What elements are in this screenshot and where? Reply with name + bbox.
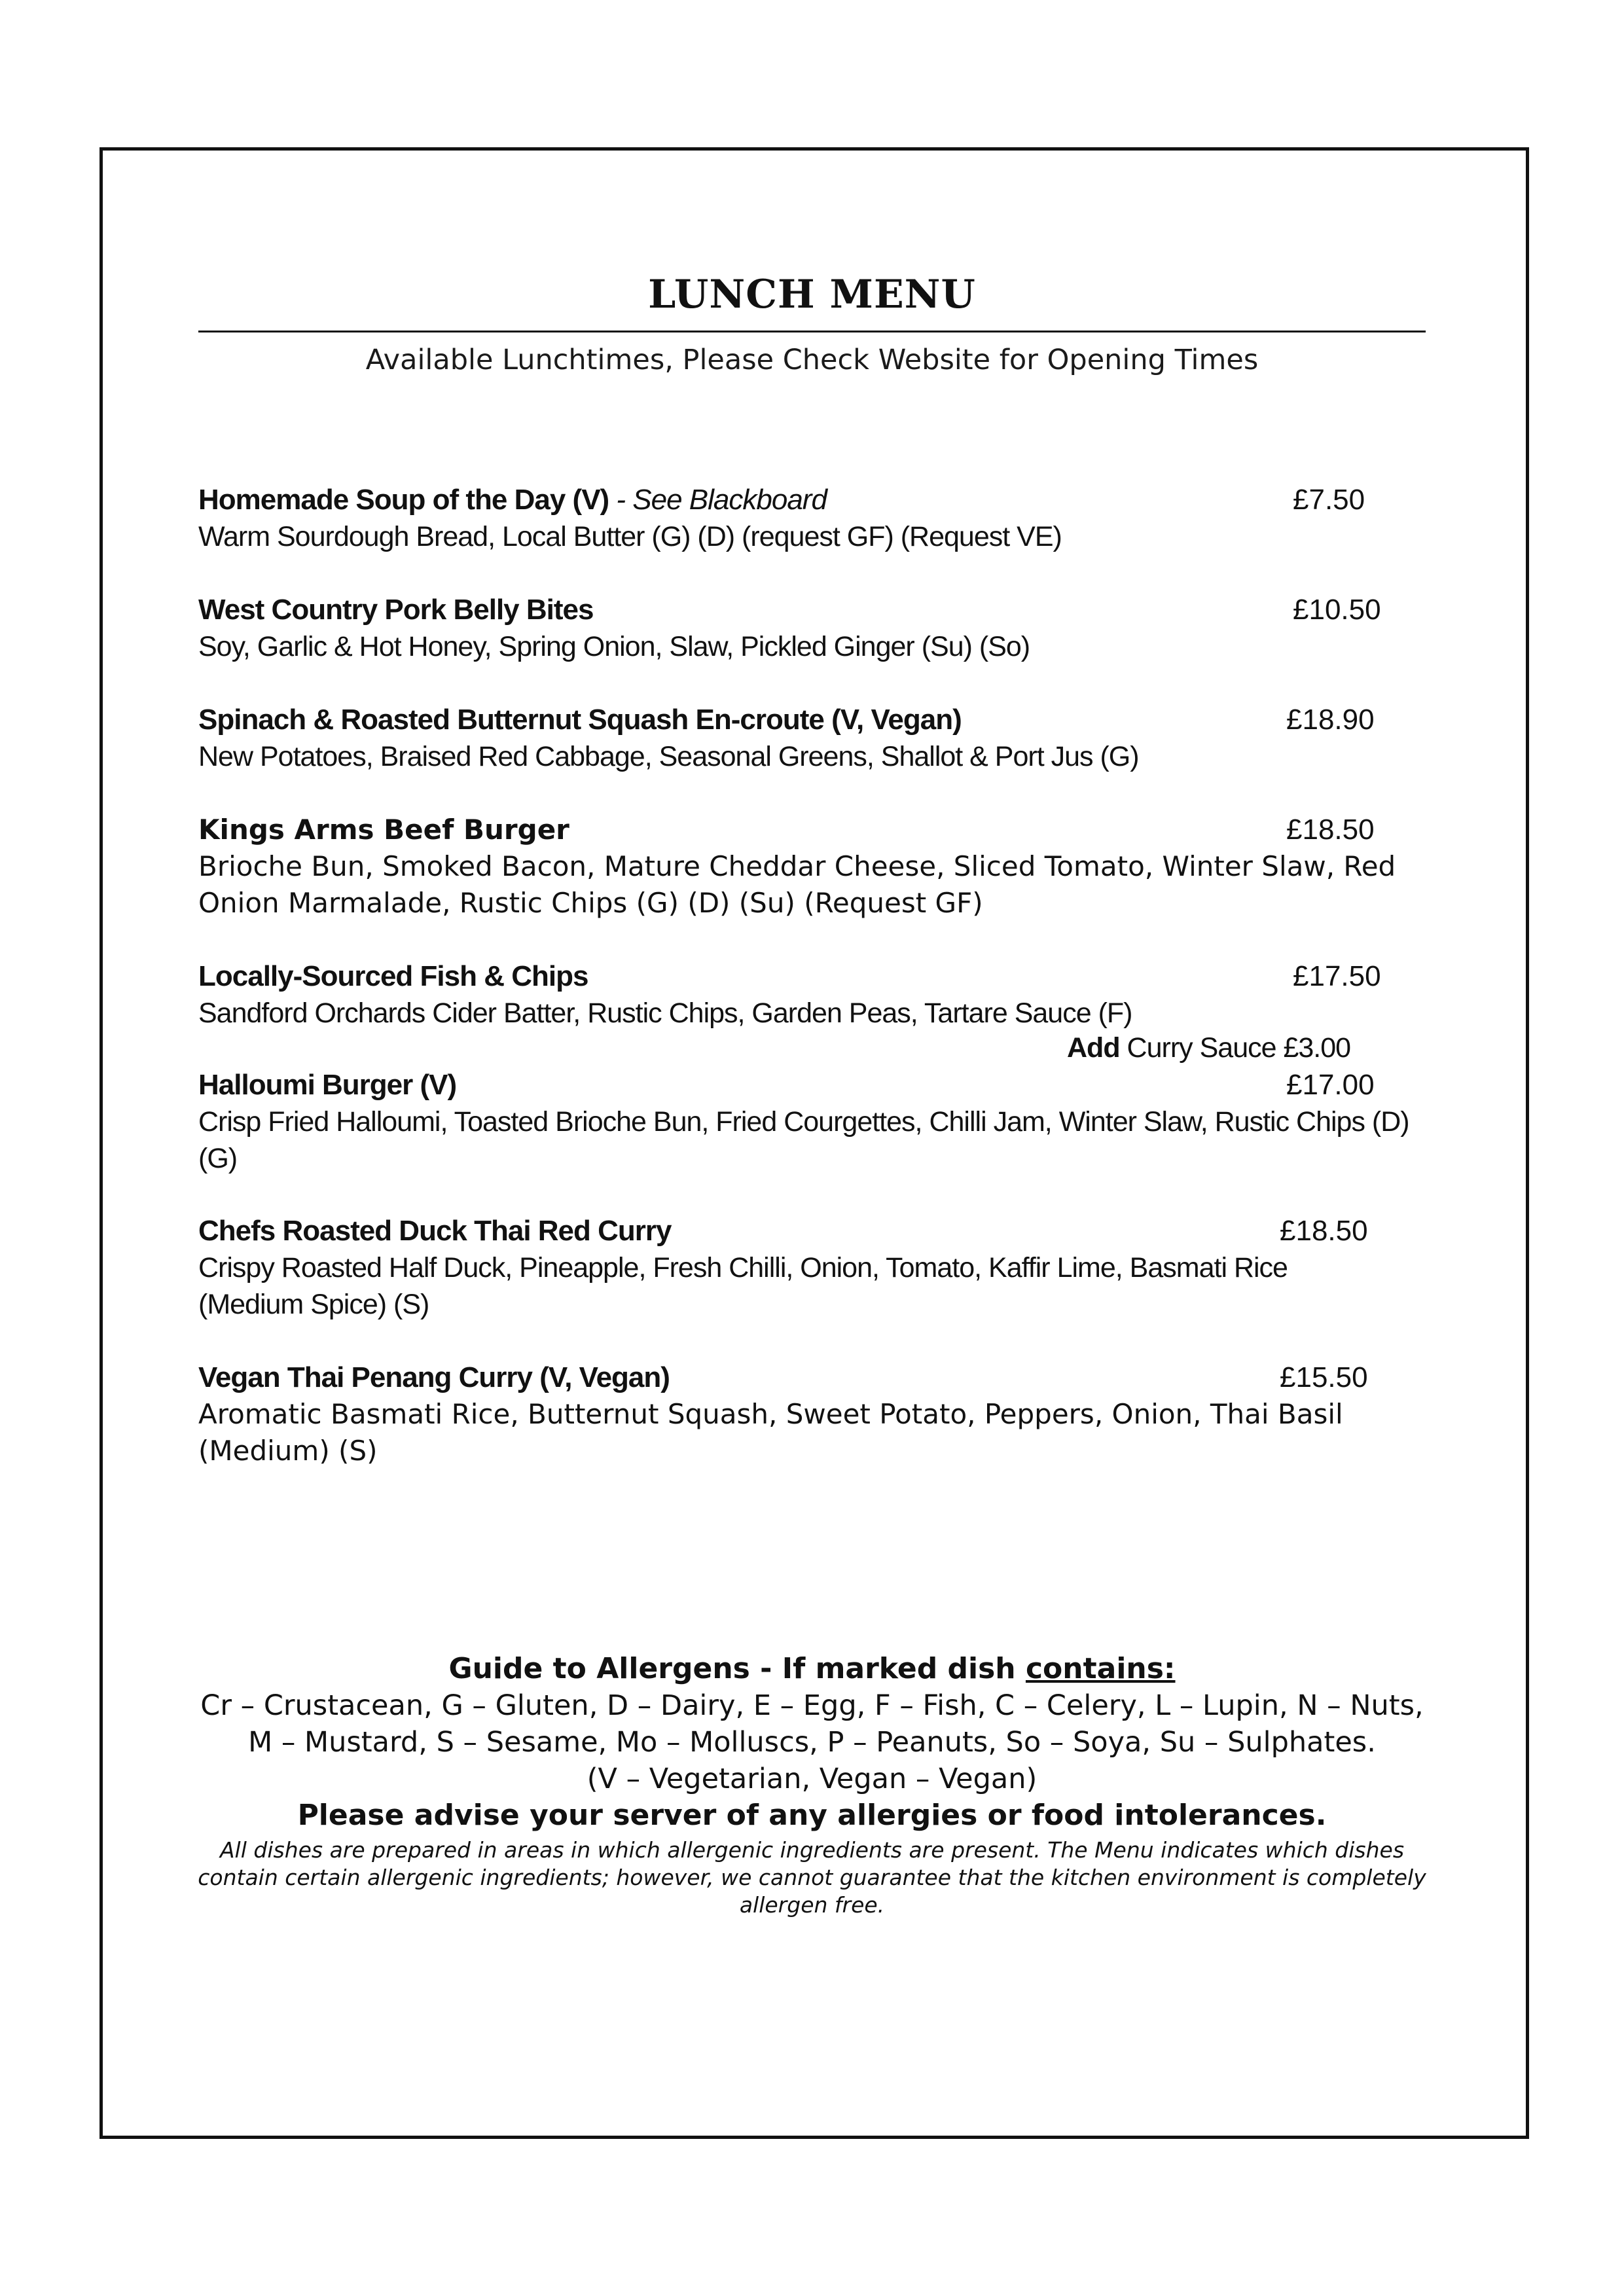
allergen-heading: Guide to Allergens - If marked dish contains:: [448, 1652, 1176, 1685]
allergen-guide: [0, 1651, 1624, 1919]
curry-sauce-addon: Add Curry Sauce £3.00: [1067, 1032, 1351, 1064]
menu-item: [198, 702, 1139, 775]
menu-item: [198, 958, 1132, 1031]
item-price: £18.90: [1286, 704, 1375, 736]
menu-item: [198, 482, 1062, 555]
item-description: Soy, Garlic & Hot Honey, Spring Onion, Slaw, Pickled Ginger (Su) (So): [198, 631, 1030, 662]
item-price: £17.50: [1293, 960, 1381, 992]
allergen-list: Cr – Crustacean, G – Gluten, D – Dairy, E – Egg, F – Fish, C – Celery, L – Lupin, N – Nuts, M – Mustard, S – Sesame, Mo – Molluscs, P – Peanuts, So – Soya, Su – Sulphates.: [200, 1689, 1424, 1759]
item-description: New Potatoes, Braised Red Cabbage, Seasonal Greens, Shallot & Port Jus (G): [198, 741, 1139, 772]
item-name: Chefs Roasted Duck Thai Red Curry: [198, 1215, 672, 1247]
item-price: £7.50: [1293, 484, 1365, 516]
menu-item: [198, 1359, 1363, 1469]
item-name: Locally-Sourced Fish & Chips: [198, 960, 588, 992]
title-divider: [198, 331, 1426, 332]
item-name: Kings Arms Beef Burger: [198, 814, 569, 846]
item-name: Homemade Soup of the Day (V) - See Blackboard: [198, 484, 827, 516]
item-name: Halloumi Burger (V): [198, 1069, 457, 1101]
item-price: £10.50: [1293, 594, 1381, 626]
menu-subtitle: Available Lunchtimes, Please Check Website for Opening Times: [365, 344, 1259, 376]
item-price: £18.50: [1286, 814, 1375, 846]
allergy-advice: Please advise your server of any allergies or food intolerances.: [297, 1799, 1327, 1832]
menu-title: LUNCH MENU: [648, 272, 976, 317]
item-price: £17.00: [1286, 1069, 1375, 1101]
item-name: West Country Pork Belly Bites: [198, 594, 594, 626]
item-price: £18.50: [1280, 1215, 1368, 1247]
menu-item: [198, 1213, 1363, 1323]
item-price: £15.50: [1280, 1361, 1368, 1393]
menu-item: [198, 592, 1030, 665]
menu-item: [198, 1067, 1429, 1177]
item-description: Crispy Roasted Half Duck, Pineapple, Fresh Chilli, Onion, Tomato, Kaffir Lime, Basmati Rice (Medium Spice) (S): [198, 1252, 1288, 1320]
item-description: Aromatic Basmati Rice, Butternut Squash, Sweet Potato, Peppers, Onion, Thai Basil (Medium) (S): [198, 1398, 1343, 1467]
item-description: Brioche Bun, Smoked Bacon, Mature Cheddar Cheese, Sliced Tomato, Winter Slaw, Red Onion Marmalade, Rustic Chips (G) (D) (Su) (Request GF): [198, 850, 1396, 919]
menu-item: [198, 812, 1429, 922]
item-name: Spinach & Roasted Butternut Squash En-croute (V, Vegan): [198, 704, 962, 736]
item-description: Sandford Orchards Cider Batter, Rustic Chips, Garden Peas, Tartare Sauce (F): [198, 997, 1132, 1029]
allergen-disclaimer: All dishes are prepared in areas in which allergenic ingredients are present. The Menu indicates which dishes contain certain allergenic ingredients; however, we cannot guarantee that the kitchen environment is completely allergen free.: [198, 1837, 1426, 1918]
item-name: Vegan Thai Penang Curry (V, Vegan): [198, 1361, 670, 1393]
item-note: - See Blackboard: [609, 484, 827, 516]
diet-key: (V – Vegetarian, Vegan – Vegan): [586, 1763, 1038, 1795]
item-description: Warm Sourdough Bread, Local Butter (G) (D) (request GF) (Request VE): [198, 521, 1062, 552]
item-description: Crisp Fried Halloumi, Toasted Brioche Bun, Fried Courgettes, Chilli Jam, Winter Slaw, Rustic Chips (D) (G): [198, 1106, 1409, 1174]
